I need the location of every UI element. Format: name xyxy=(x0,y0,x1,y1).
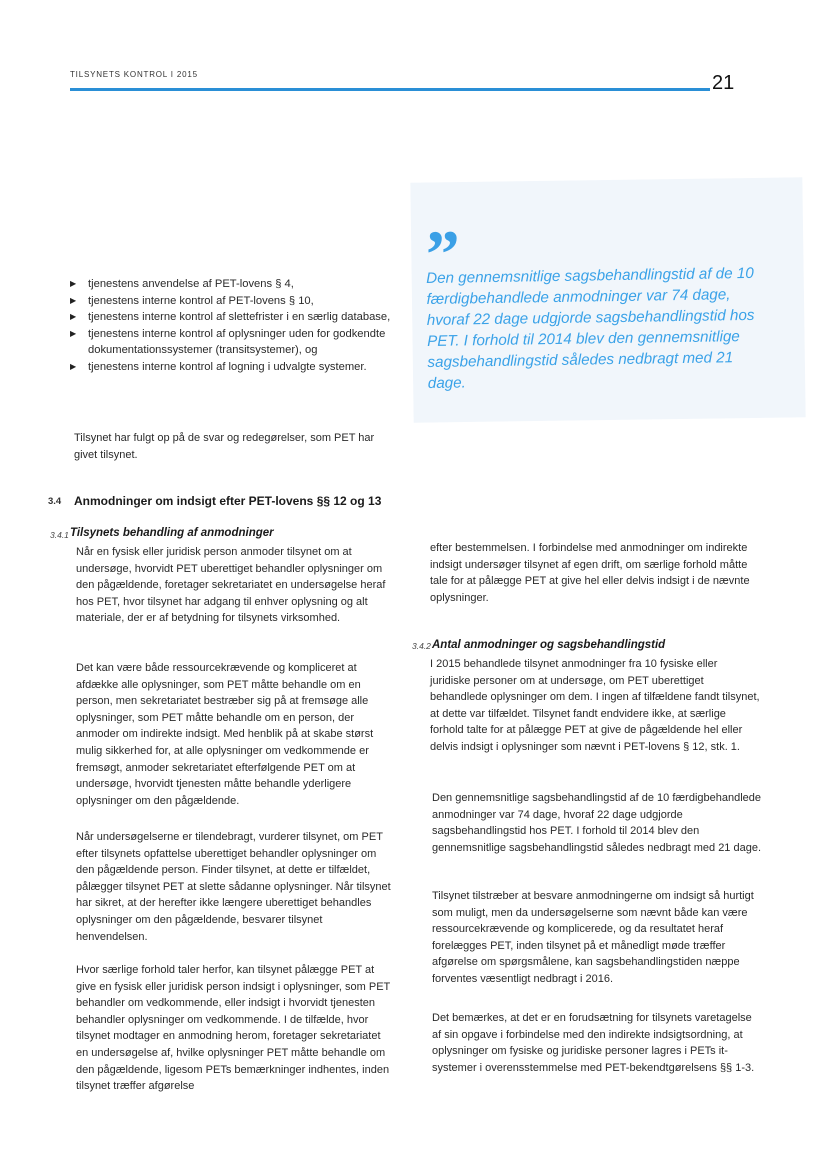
quote-mark-icon: ” xyxy=(425,215,461,293)
bullet-arrow-icon: ▶ xyxy=(70,295,77,305)
subsection-number: 3.4.1 xyxy=(50,530,69,540)
list-item: ▶ tjenestens anvendelse af PET-lovens § 4, xyxy=(70,276,400,293)
pull-quote-text: Den gennemsnitlige sagsbehandlingstid af de 10 færdigbehandlede anmodninger var 74 dage, hvoraf 22 dage udgjorde sagsbehandlingstid hos PET. I forhold til 2014 blev den gennemsnitlige sagsbehandlingstid således nedbragt med 21 dage. xyxy=(426,264,755,392)
bullet-arrow-icon: ▶ xyxy=(70,312,77,321)
subsection-title: Antal anmodninger og sagsbehandlingstid xyxy=(432,639,666,651)
bullet-arrow-icon: ▶ xyxy=(70,279,77,288)
paragraph: Det bemærkes, at det er en forudsætning for tilsynets varetagelse af sin opgave i forbindelse med den indirekte indsigtsordning, at oplysninger om fysiske og juridiske personer lagres i PETs it-systemer i overensstemmelse med PET-bekendtgørelsens §§ 1-3. xyxy=(432,1012,755,1074)
subsection-title: Tilsynets behandling af anmodninger xyxy=(70,527,274,539)
page-number: 21 xyxy=(712,72,735,94)
bullet-list xyxy=(70,276,400,375)
header-rule xyxy=(70,88,710,91)
paragraph: Den gennemsnitlige sagsbehandlingstid af de 10 færdigbehandlede anmodninger var 74 dage, hvoraf 22 dage udgjorde sagsbehandlingstid hos PET. I forhold til 2014 blev den gennemsnitlige sagsbehandlingstid således nedbragt med 21 dage. xyxy=(432,792,762,854)
paragraph: Det kan være både ressourcekrævende og kompliceret at afdække alle oplysninger, som PET måtte behandle om en person, men sekretariatet bestræber sig på at fremsøge alle oplysninger, som PET måtte behandle om en person, der anmoder om indirekte indsigt. Med henblik på at skabe størst mulig sikkerhed for, at alle oplysninger om vedkommende er fremsøgt, anmoder sekretariatet efterfølgende PET om at undersøge, hvorvidt tjenesten måtte behandle yderligere oplysninger om den pågældende. xyxy=(76,662,374,807)
paragraph-svar: Tilsynet har fulgt op på de svar og redegørelser, som PET har givet tilsynet. xyxy=(74,432,375,461)
list-item: ▶ tjenestens interne kontrol af oplysninger uden for godkendte dokumentationssystemer (transitsystemer), og xyxy=(70,327,386,356)
bullet-arrow-icon: ▶ xyxy=(70,328,77,338)
bullet-arrow-icon: ▶ xyxy=(70,361,77,371)
section-title: Anmodninger om indsigt efter PET-lovens §§ 12 og 13 xyxy=(74,494,382,508)
section-number: 3.4 xyxy=(48,496,62,507)
list-item: ▶ tjenestens interne kontrol af PET-lovens § 10, xyxy=(70,293,400,310)
paragraph: I 2015 behandlede tilsynet anmodninger fra 10 fysiske eller juridiske personer om at undersøge, om PET uberettiget behandlede oplysninger om dem. I ingen af tilfældene fandt tilsynet, at dette var tilfældet. Tilsynet fandt endvidere ikke, at særlige forhold talte for at pålægge PET at give de pågældende hel eller delvis indsigt i oplysninger som nævnt i PET-lovens § 12, stk. 1. xyxy=(430,658,760,753)
paragraph: Tilsynet tilstræber at besvare anmodningerne om indsigt så hurtigt som muligt, men da undersøgelserne som nævnt både kan være ressourcekrævende og komplicerede, og da resultatet heraf forelægges PET, inden tilsynet på et månedligt møde træffer afgørelse om spørgsmålene, kan sagsbehandlingstiden næppe forventes væsentligt nedbragt i 2016. xyxy=(432,890,754,985)
paragraph: efter bestemmelsen. I forbindelse med anmodninger om indirekte indsigt undersøger tilsynet af egen drift, om særlige forhold måtte tale for at pålægge PET at give hel eller delvis indsigt i de nævnte oplysninger. xyxy=(430,542,750,604)
list-item: ▶ tjenestens interne kontrol af logning i udvalgte systemer. xyxy=(70,359,400,376)
subsection-number: 3.4.2 xyxy=(412,641,431,651)
paragraph: Hvor særlige forhold taler herfor, kan tilsynet pålægge PET at give en fysisk eller juridisk person indsigt i oplysninger, som PET behandler om vedkommende, eller indsigt i hvorvidt tjenesten behandler oplysninger om vedkommende. I de tilfælde, hvor tilsynet modtager en anmodning herom, foretager sekretariatet en undersøgelse af, hvilke oplysninger PET måtte behandle om den pågældende, ligesom PETs bemærkninger indhentes, inden tilsynet træffer afgørelse xyxy=(76,964,391,1093)
running-head: TILSYNETS KONTROL I 2015 xyxy=(70,70,198,79)
paragraph: Når undersøgelserne er tilendebragt, vurderer tilsynet, om PET efter tilsynets opfattelse uberettiget behandler oplysninger om den pågældende person. Finder tilsynet, at dette er tilfældet, pålægger tilsynet PET at slette sådanne oplysninger. Når tilsynet har sikret, at der herefter ikke længere uberettiget behandles oplysninger om den pågældende, besvarer tilsynet henvendelsen. xyxy=(76,831,391,943)
paragraph: Når en fysisk eller juridisk person anmoder tilsynet om at undersøge, hvorvidt PET uberettiget behandler oplysninger om den pågældende, foretager sekretariatet en undersøgelse heraf hos PET, hvor tilsynet har adgang til enhver oplysning og alt materiale, der er af betydning for tilsynets virksomhed. xyxy=(76,546,386,625)
list-item: ▶ tjenestens interne kontrol af slettefrister i en særlig database, xyxy=(70,309,400,326)
